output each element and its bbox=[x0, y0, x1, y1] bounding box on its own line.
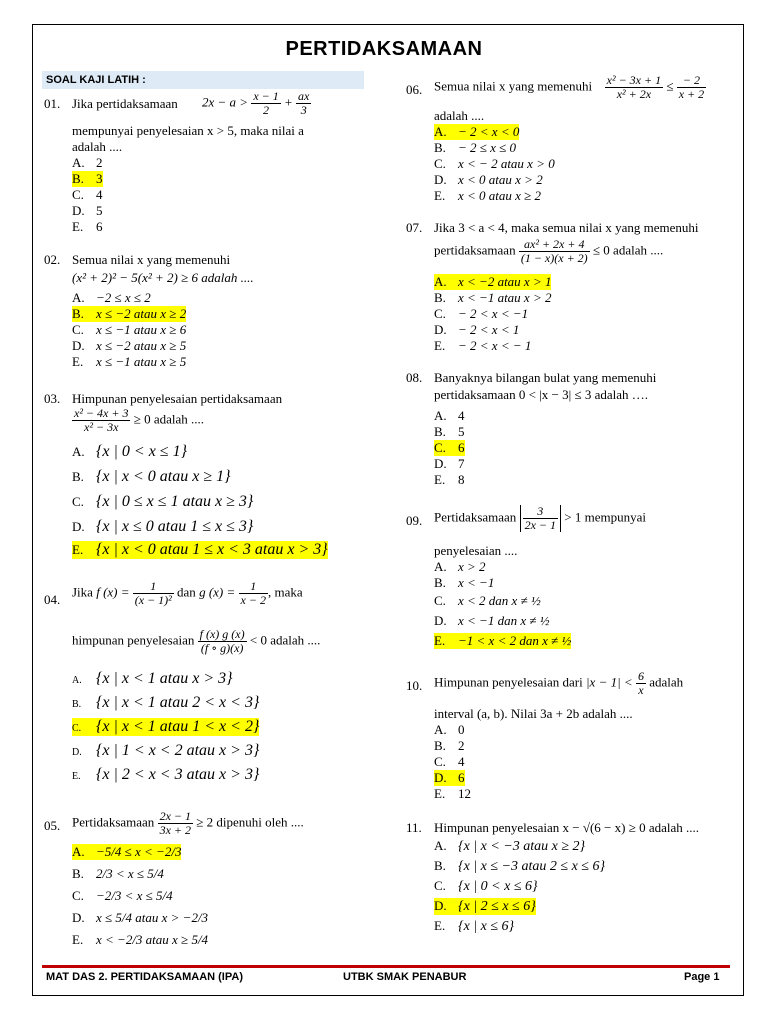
question-formula: $\frac{\text{x² − 4x + 3}}{\text{x² − 3x}}$ ≥ 0 adalah .... bbox=[74, 406, 205, 434]
answer-option-c[interactable]: C. x ≤ −1 atau x ≥ 6 bbox=[72, 322, 187, 337]
question-number: 01. bbox=[44, 96, 61, 111]
answer-option-b[interactable]: B. {x | x ≤ −3 atau 2 ≤ x ≤ 6} bbox=[434, 858, 606, 874]
answer-option-c[interactable]: C. − 2 < x < −1 bbox=[434, 306, 529, 321]
answer-option-e[interactable]: E. −1 < x < 2 dan x ≠ ½ bbox=[434, 633, 572, 648]
answer-option-e[interactable]: E. x < −2/3 atau x ≥ 5/4 bbox=[72, 932, 209, 947]
question-stem: Semua nilai x yang memenuhi bbox=[72, 252, 231, 267]
question-stem: Pertidaksamaan $\frac{2x - 1}{3x + 2}$ ≥ 2 dipenuhi oleh .... bbox=[72, 809, 304, 837]
question-stem-line2: mempunyai penyelesaian x > 5, maka nilai a bbox=[72, 123, 304, 138]
answer-option-e[interactable]: E. 6 bbox=[72, 219, 103, 234]
question-04 bbox=[44, 580, 364, 790]
question-stem: Semua nilai x yang memenuhi $\frac{\text{x² − 3x + 1}}{\text{x² + 2x}}$ ≤ $\frac{- 2}{x + 2}$ bbox=[434, 73, 705, 101]
answer-option-d[interactable]: D. x ≤ −2 atau x ≥ 5 bbox=[72, 338, 187, 353]
answer-option-b[interactable]: B. − 2 ≤ x ≤ 0 bbox=[434, 140, 517, 155]
question-stem-line2: himpunan penyelesaian $\frac{f (x) g (x)}{(f \circ g)(x)}$ < 0 adalah .... bbox=[72, 627, 321, 655]
question-number: 08. bbox=[406, 370, 423, 385]
question-stem-line2: pertidaksamaan 0 < |x − 3| ≤ 3 adalah …. bbox=[434, 387, 648, 402]
answer-option-b[interactable]: B. {x | x < 1 atau 2 < x < 3} bbox=[72, 694, 260, 711]
answer-option-d[interactable]: D. x < 0 atau x > 2 bbox=[434, 172, 543, 187]
question-number: 11. bbox=[406, 820, 422, 835]
question-07 bbox=[406, 220, 736, 360]
answer-option-b[interactable]: B. x < −1 atau x > 2 bbox=[434, 290, 552, 305]
answer-option-e[interactable]: E. {x | x ≤ 6} bbox=[434, 918, 515, 934]
question-03 bbox=[44, 389, 364, 569]
answer-option-e[interactable]: E. x ≤ −1 atau x ≥ 5 bbox=[72, 354, 187, 369]
answer-option-a[interactable]: A. 2 bbox=[72, 155, 103, 170]
answer-option-e[interactable]: E. − 2 < x < − 1 bbox=[434, 338, 532, 353]
question-stem: Himpunan penyelesaian pertidaksamaan bbox=[72, 391, 283, 406]
question-number: 09. bbox=[406, 513, 423, 528]
question-01 bbox=[44, 90, 364, 240]
answer-option-d[interactable]: D. 5 bbox=[72, 203, 103, 218]
question-stem: Jika f (x) = $\frac{1}{\text{(x − 1)²}}$ dan g (x) = $\frac{1}{x - 2}$ , maka bbox=[72, 579, 303, 607]
answer-option-d[interactable]: D. {x | 1 < x < 2 atau x > 3} bbox=[72, 742, 260, 759]
answer-option-c[interactable]: C. {x | 0 ≤ x ≤ 1 atau x ≥ 3} bbox=[72, 493, 254, 510]
answer-option-a[interactable]: A. {x | x < −3 atau x ≥ 2} bbox=[434, 838, 586, 854]
answer-option-b[interactable]: B. x < −1 bbox=[434, 575, 495, 590]
answer-option-c[interactable]: C. {x | 0 < x ≤ 6} bbox=[434, 878, 538, 894]
answer-option-c[interactable]: C. 6 bbox=[434, 440, 465, 455]
answer-option-d[interactable]: D. 7 bbox=[434, 456, 465, 471]
question-stem: Jika 3 < a < 4, maka semua nilai x yang memenuhi bbox=[434, 220, 699, 235]
answer-option-a[interactable]: A. {x | x < 1 atau x > 3} bbox=[72, 670, 233, 687]
question-stem-line2: adalah .... bbox=[434, 108, 485, 123]
answer-option-d[interactable]: D. x ≤ 5/4 atau x > −2/3 bbox=[72, 910, 209, 925]
question-formula: (x² + 2)² − 5(x² + 2) ≥ 6 adalah .... bbox=[72, 270, 254, 285]
question-number: 03. bbox=[44, 391, 61, 406]
answer-option-e[interactable]: E. 8 bbox=[434, 472, 465, 487]
question-stem-line3: adalah .... bbox=[72, 139, 123, 154]
question-stem-line2: interval (a, b). Nilai 3a + 2b adalah .... bbox=[434, 706, 633, 721]
answer-option-c[interactable]: C. 4 bbox=[72, 187, 103, 202]
answer-option-b[interactable]: B. x ≤ −2 atau x ≥ 2 bbox=[72, 306, 187, 321]
question-number: 04. bbox=[44, 592, 61, 607]
answer-option-d[interactable]: D. − 2 < x < 1 bbox=[434, 322, 520, 337]
page-title: PERTIDAKSAMAAN bbox=[285, 38, 483, 60]
question-06 bbox=[406, 74, 736, 209]
answer-option-a[interactable]: A. x < −2 atau x > 1 bbox=[434, 274, 552, 289]
footer-divider bbox=[42, 965, 730, 968]
question-10 bbox=[406, 670, 736, 805]
section-label: SOAL KAJI LATIH : bbox=[42, 71, 364, 89]
answer-option-e[interactable]: E. x < 0 atau x ≥ 2 bbox=[434, 188, 542, 203]
question-number: 06. bbox=[406, 82, 423, 97]
question-stem-line2: penyelesaian .... bbox=[434, 543, 518, 558]
answer-option-c[interactable]: C. 4 bbox=[434, 754, 465, 769]
question-05 bbox=[44, 810, 364, 950]
answer-option-c[interactable]: C. x < 2 dan x ≠ ½ bbox=[434, 593, 541, 608]
answer-option-d[interactable]: D. {x | 2 ≤ x ≤ 6} bbox=[434, 898, 536, 914]
question-number: 02. bbox=[44, 252, 61, 267]
question-formula: 2x − a > $\frac{x - 1}{2}$ + $\frac{ax}{3}$ bbox=[202, 89, 310, 117]
footer-page-number: Page 1 bbox=[684, 971, 720, 983]
answer-option-c[interactable]: C. x < − 2 atau x > 0 bbox=[434, 156, 555, 171]
footer-left: MAT DAS 2. PERTIDAKSAMAAN (IPA) bbox=[46, 971, 243, 983]
answer-option-a[interactable]: A. −5/4 ≤ x < −2/3 bbox=[72, 844, 182, 859]
answer-option-a[interactable]: A. 0 bbox=[434, 722, 465, 737]
question-08 bbox=[406, 370, 736, 490]
answer-option-d[interactable]: D. 6 bbox=[434, 770, 465, 785]
answer-option-b[interactable]: B. 5 bbox=[434, 424, 465, 439]
answer-option-c[interactable]: C. −2/3 < x ≤ 5/4 bbox=[72, 888, 173, 903]
answer-option-c[interactable]: C. {x | x < 1 atau 1 < x < 2} bbox=[72, 718, 260, 735]
question-number: 10. bbox=[406, 678, 423, 693]
question-stem: Jika pertidaksamaan bbox=[72, 96, 178, 111]
question-number: 07. bbox=[406, 220, 423, 235]
answer-option-b[interactable]: B. 2 bbox=[434, 738, 465, 753]
answer-option-d[interactable]: D. {x | x ≤ 0 atau 1 ≤ x ≤ 3} bbox=[72, 518, 254, 535]
question-stem: Pertidaksamaan $\frac{3}{2x - 1}$ > 1 mempunyai bbox=[434, 504, 646, 532]
question-stem: Himpunan penyelesaian x − √(6 − x) ≥ 0 adalah .... bbox=[434, 820, 700, 835]
answer-option-a[interactable]: A. x > 2 bbox=[434, 559, 486, 574]
question-stem: Himpunan penyelesaian dari |x − 1| < $\frac{6}{x}$ adalah bbox=[434, 669, 684, 697]
answer-option-b[interactable]: B. 3 bbox=[72, 171, 103, 186]
answer-option-d[interactable]: D. x < −1 dan x ≠ ½ bbox=[434, 613, 550, 628]
answer-option-a[interactable]: A. −2 ≤ x ≤ 2 bbox=[72, 290, 151, 305]
answer-option-a[interactable]: A. − 2 < x < 0 bbox=[434, 124, 520, 139]
footer-middle: UTBK SMAK PENABUR bbox=[343, 971, 467, 983]
question-stem: Banyaknya bilangan bulat yang memenuhi bbox=[434, 370, 657, 385]
answer-option-e[interactable]: E. 12 bbox=[434, 786, 471, 801]
answer-option-a[interactable]: A. 4 bbox=[434, 408, 465, 423]
question-11 bbox=[406, 820, 736, 945]
question-09 bbox=[406, 505, 736, 655]
question-02 bbox=[44, 250, 364, 380]
answer-option-e[interactable]: E. {x | x < 0 atau 1 ≤ x < 3 atau x > 3} bbox=[72, 541, 328, 558]
question-number: 05. bbox=[44, 818, 61, 833]
answer-option-b[interactable]: B. {x | x < 0 atau x ≥ 1} bbox=[72, 468, 231, 485]
answer-option-a[interactable]: A. {x | 0 < x ≤ 1} bbox=[72, 443, 187, 460]
question-stem-line2: pertidaksamaan $\frac{\text{ax² + 2x + 4}}{(1 - x)(x + 2)}$ ≤ 0 adalah .... bbox=[434, 237, 664, 265]
answer-option-e[interactable]: E. {x | 2 < x < 3 atau x > 3} bbox=[72, 766, 260, 783]
answer-option-b[interactable]: B. 2/3 < x ≤ 5/4 bbox=[72, 866, 164, 881]
